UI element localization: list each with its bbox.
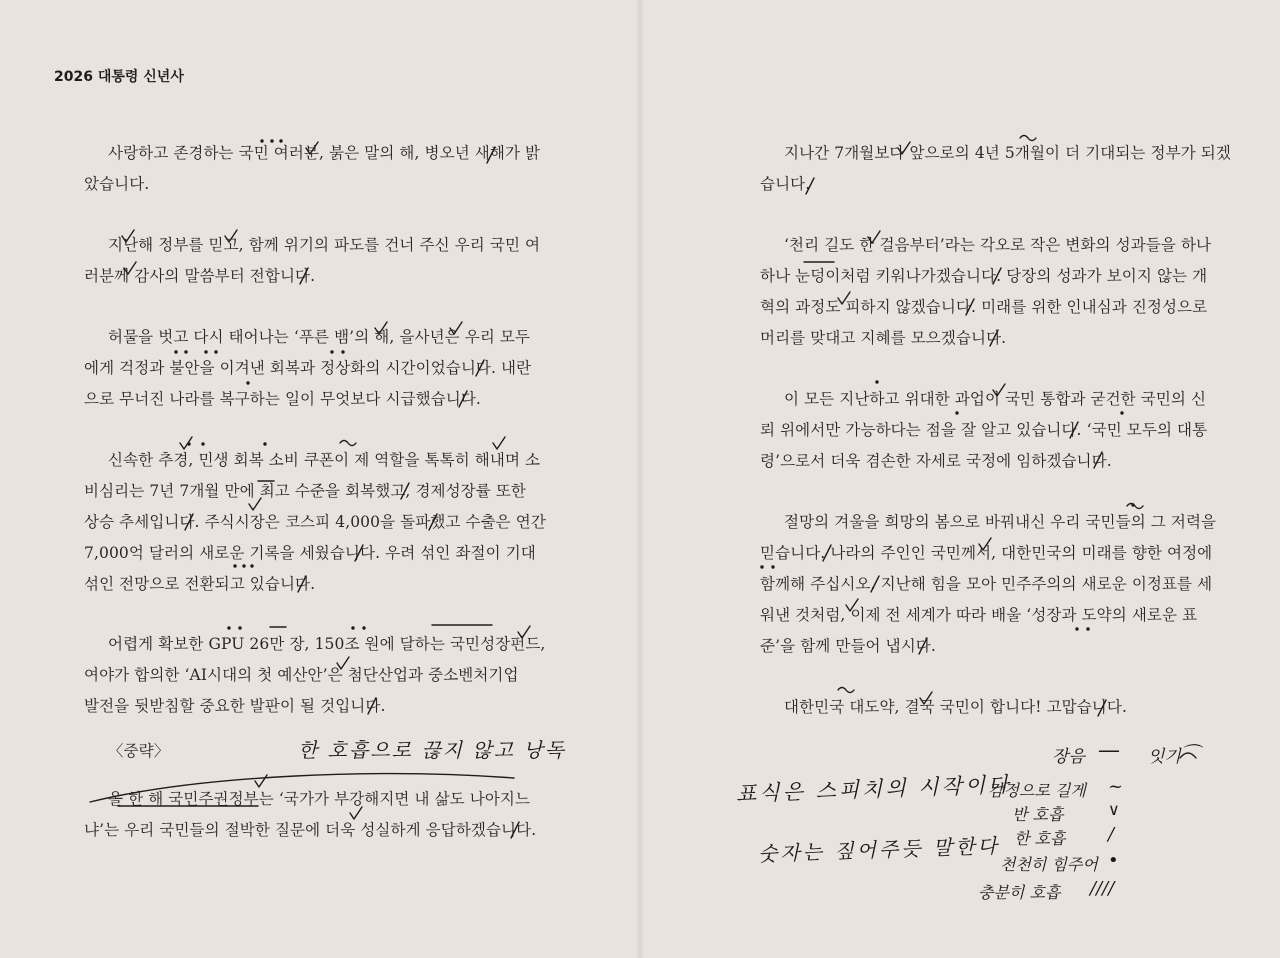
legend-mark-link: ⌒ (1180, 742, 1200, 766)
legend-label-full-breath: 충분히 호흡 (978, 883, 1061, 902)
text-line: 어렵게 확보한 GPU 26만 장, 150조 원에 달하는 국민성장펀드, (108, 635, 546, 653)
text-line: 섞인 전망으로 전환되고 있습니다. (84, 575, 316, 593)
handwritten-secondary-note: 숫자는 짚어주듯 말한다 (757, 833, 1001, 866)
text-line: 혁의 과정도 피하지 않겠습니다. 미래를 위한 인내심과 진정성으로 (760, 298, 1208, 316)
text-line: 러분께 감사의 말씀부터 전합니다. (84, 267, 316, 285)
text-line: 준’을 함께 만들어 냅시다. (760, 637, 936, 655)
text-line: 지나간 7개월보다 앞으로의 4년 5개월이 더 기대되는 정부가 되겠 (784, 144, 1231, 162)
text-line: 7,000억 달러의 새로운 기록을 세웠습니다. 우려 섞인 좌절이 기대 (84, 544, 536, 562)
text-line: 이 모든 지난하고 위대한 과업이 국민 통합과 굳건한 국민의 신 (784, 390, 1207, 408)
legend-label-link: 잇기 (1148, 747, 1181, 767)
legend-label-emotion: 감정으로 길게 (988, 781, 1086, 800)
text-line: 상승 추세입니다. 주식시장은 코스피 4,000을 돌파했고 수출은 연간 (84, 513, 546, 531)
legend-mark-half-breath: ∨ (1108, 800, 1120, 819)
text-line: 았습니다. (84, 175, 150, 193)
legend-mark-one-breath: / (1108, 824, 1115, 845)
text-line: 사랑하고 존경하는 국민 여러분, 붉은 말의 해, 병오년 새해가 밝 (108, 144, 541, 162)
text-line: 대한민국 대도약, 결국 국민이 합니다! 고맙습니다. (784, 698, 1127, 716)
text-line: 머리를 맞대고 지혜를 모으겠습니다. (760, 329, 1007, 347)
text-line: 에게 걱정과 불안을 이겨낸 회복과 정상화의 시간이었습니다. 내란 (84, 359, 532, 377)
legend-label-slow-emphasis: 천천히 힘주어 (1000, 855, 1098, 874)
text-line: 허물을 벗고 다시 태어나는 ‘푸른 뱀’의 해, 을사년은 우리 모두 (108, 328, 531, 346)
text-line: 하나 눈덩이처럼 키워나가겠습니다. 당장의 성과가 보이지 않는 개 (760, 267, 1208, 285)
legend-mark-long-tone: — (1098, 738, 1120, 763)
text-line: 뢰 위에서만 가능하다는 점을 잘 알고 있습니다. ‘국민 모두의 대통 (760, 421, 1208, 439)
document-header: 2026 대통령 신년사 (54, 69, 184, 85)
legend-mark-emotion: ~ (1108, 776, 1124, 797)
text-line: 습니다. (760, 175, 811, 193)
legend-label-half-breath: 반 호흡 (1012, 805, 1064, 824)
right-page (640, 0, 1280, 958)
text-line: 으로 무너진 나라를 복구하는 일이 무엇보다 시급했습니다. (84, 390, 481, 408)
legend-mark-slow-emphasis: • (1108, 850, 1119, 871)
omission-marker: 〈중략〉 (108, 742, 170, 760)
text-line: 함께해 주십시오. 지난해 힘을 모아 민주주의의 새로운 이정표를 세 (760, 575, 1213, 593)
text-line: 냐’는 우리 국민들의 절박한 질문에 더욱 성실하게 응답하겠습니다. (84, 821, 537, 839)
text-line: 워낸 것처럼, 이제 전 세계가 따라 배울 ‘성장과 도약의 새로운 표 (760, 606, 1198, 624)
text-line: 올 한 해 국민주권정부는 ‘국가가 부강해지면 내 삶도 나아지느 (108, 790, 531, 808)
text-line: 믿습니다. 나라의 주인인 국민께서, 대한민국의 미래를 향한 여정에 (760, 544, 1213, 562)
text-line: 신속한 추경, 민생 회복 소비 쿠폰이 제 역할을 톡톡히 해내며 소 (108, 451, 541, 469)
text-line: 발전을 뒷받침할 중요한 발판이 될 것입니다. (84, 697, 386, 715)
legend-label-long-tone: 장음 (1052, 747, 1085, 767)
text-line: 령’으로서 더욱 겸손한 자세로 국정에 임하겠습니다. (760, 452, 1112, 470)
text-line: ‘천리 길도 한 걸음부터’라는 각오로 작은 변화의 성과들을 하나 (784, 236, 1212, 254)
text-line: 지난해 정부를 믿고, 함께 위기의 파도를 건너 주신 우리 국민 여 (108, 236, 541, 254)
handwritten-note: 한 호흡으로 끊지 않고 낭독 (298, 738, 566, 762)
handwritten-main-note: 표식은 스피치의 시작이다 (735, 772, 1012, 806)
text-line: 여야가 합의한 ‘AI시대의 첫 예산안’은 첨단산업과 중소벤처기업 (84, 666, 519, 684)
legend-label-one-breath: 한 호흡 (1014, 829, 1066, 848)
text-line: 절망의 겨울을 희망의 봄으로 바꿔내신 우리 국민들의 그 저력을 (784, 513, 1217, 531)
text-line: 비심리는 7년 7개월 만에 최고 수준을 회복했고, 경제성장률 또한 (84, 482, 526, 500)
legend-mark-full-breath: //// (1090, 878, 1115, 899)
